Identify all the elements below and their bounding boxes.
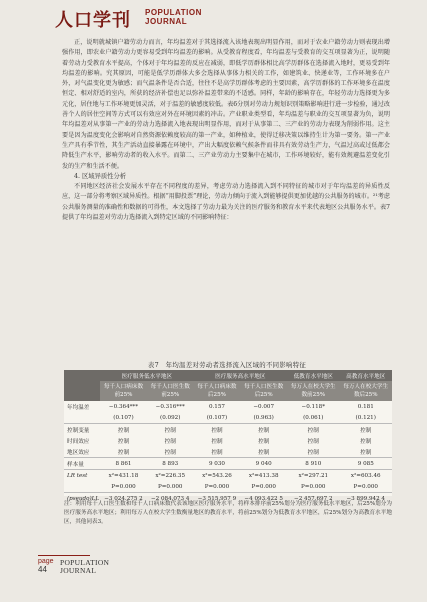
- table-row: [64, 412, 392, 424]
- table-row: [64, 424, 392, 436]
- column-header: 每万人在校大学生数后25%: [340, 381, 393, 401]
- table-cell: (0.121): [355, 414, 376, 421]
- table-cell: (0.061): [303, 414, 324, 421]
- table-caption: 表7 年均温差对劳动者选择流入区域的不同影响特征: [147, 361, 307, 369]
- page-label: page: [38, 558, 54, 565]
- footer-page: [38, 558, 54, 574]
- table-row: [64, 481, 392, 493]
- table-cell: 控制: [211, 449, 223, 456]
- column-header: 每万人在校大学生数前25%: [287, 381, 339, 401]
- table-cell: 控制: [164, 449, 176, 456]
- table-cell: 控制: [117, 449, 130, 456]
- row-label: [64, 412, 100, 424]
- row-label: 地区效应: [67, 449, 90, 456]
- table-cell: x²=413.38: [240, 470, 287, 482]
- footer-journal-line2: JOURNAL: [60, 566, 97, 575]
- table-cell: 控制: [287, 424, 339, 436]
- row-label: 控制变量: [64, 424, 100, 436]
- table-cell: x²=603.46: [340, 470, 393, 482]
- page-number: 44: [38, 565, 47, 574]
- table-cell: 控制: [340, 424, 393, 436]
- table-row: [64, 401, 392, 412]
- journal-header: [0, 0, 427, 30]
- table-7: [64, 370, 392, 504]
- table-cell: P=0.000: [301, 483, 326, 490]
- footer-journal-name: [60, 559, 109, 575]
- table-cell: −0.316***: [155, 403, 185, 410]
- row-label: 样本量: [64, 458, 100, 470]
- row-label: LR test: [64, 470, 100, 482]
- table-cell: 控制: [360, 449, 372, 456]
- regression-table: [64, 370, 392, 502]
- table-corner: [64, 370, 100, 401]
- table-cell: −0.007: [253, 403, 275, 410]
- group-header: 医疗服务高水平地区: [194, 370, 287, 381]
- row-label: [64, 481, 100, 493]
- paragraph-heterogeneity-individual: 正，说明就城镇户籍劳动力而言，年均温差对于其选择流入该地表现出明显作用，而对于农业户籍劳动力则表现出增强作用，即农业户籍劳动力更容易受到年均温差的影响。从受教育程度看，年均温差与受教育的交互项显著为正，说明随着劳动力受教育水平提高，个体对于年均温差的反应在减弱，即低学历群体相比高学历群体在选择流入地时，更易受到年均温差的影响。究其原因，可能是低学历群体大多会选择从事体力相关的工作，如建筑业、快递业等，工作环境多在户外，对气温变化更为敏感；而气温条件是否合适，往往不是高学历群体考虑的主要因素，高学历群体的工作环境多在温度恒定、相对舒适的室内，所获的经济补偿也足以弥补温差带来的不适感。同样，年龄的影响存在，年轻劳动力选择更为多元化，居住地与工作环境更加灵活，对于温差的敏感度较低。表6分别对劳动力规划识别策略影响进行进一步检验，通过改善个人的居住空间等方式可以有效应对外在环境因素的冲击。产业职业类型看，年均温差与职业的交互项显著为负，说明年均温差对从事第一产业的劳动力选择流入地表现出明显作用，而对于从事第二、三产业的劳动力表现为削弱作用。这主要是因为温度变化会影响对自然资源依赖度较高的第一产业，如种植业，使得迁移决策以维持生计为第一要务。第一产业生产具有季节性，其生产活动直接暴露在环境中，产出大幅度依赖气候条件而非具有效劳动生产力，气温过高或过低都会降低生产水平，影响劳动者的收入水平。而第二、三产业劳动力主要集中在城市，工作环境较好，能有效规避温差变化引发的生产和生活不便。: [62, 39, 390, 170]
- group-header: 医疗服务低水平地区: [100, 370, 193, 381]
- table-cell: 控制: [258, 438, 270, 445]
- table-cell: (0.092): [160, 414, 181, 421]
- table-cell: −0.364***: [108, 403, 139, 410]
- logo-en-line1: POPULATION: [145, 8, 202, 17]
- table-cell: 9 085: [340, 458, 393, 470]
- table-cell: −4 093.422 5: [240, 493, 287, 505]
- table-cell: 控制: [307, 438, 319, 445]
- table-cell: 控制: [147, 424, 194, 436]
- column-header: 每千人口病床数前25%: [100, 381, 147, 401]
- table-cell: −2 457.697 2: [287, 493, 339, 505]
- table-cell: 8 910: [287, 458, 339, 470]
- table-cell: 控制: [240, 424, 287, 436]
- table-row: [64, 470, 392, 482]
- table-cell: x²=297.21: [287, 470, 339, 482]
- table-row: [64, 458, 392, 470]
- column-header: 每千人口病床数后25%: [194, 381, 241, 401]
- table-cell: 8 861: [100, 458, 147, 470]
- paragraph-regional: 不同地区经济社会发展水平存在不同程度的差异，考虑劳动力选择流入到不同特征的城市对于年均温差的异质性反应，这一部分将考察区域异质性。根据“用脚投票”理论，劳动力倾向于流入到能够提供更加优越的公共服务的城市。²¹考虑公共服务测量的准确性和数据的可得性，本文选择了劳动力最为关注的医疗服务和教育水平来代表地区公共服务水平。表7提供了年均温差对劳动力选择流入到特定区域的不同影响特征：: [62, 183, 390, 222]
- footer-journal-line1: POPULATION: [60, 558, 110, 567]
- table-cell: 0.181: [357, 403, 374, 410]
- section-title-regional: 4. 区域异质性分析: [74, 172, 127, 180]
- table-cell: x²=543.26: [194, 470, 241, 482]
- row-label: 时间效应: [67, 438, 90, 445]
- group-header: 低教育水平地区: [287, 370, 339, 381]
- table-cell: 0.157: [208, 403, 225, 410]
- table-cell: P=0.000: [157, 483, 183, 490]
- table-cell: −3 515.957 9: [194, 493, 241, 505]
- table-cell: P=0.000: [111, 483, 136, 490]
- table-cell: 控制: [100, 424, 147, 436]
- footer-rule: [38, 555, 90, 556]
- table-cell: −3 024.275 2: [100, 493, 147, 505]
- table-cell: 9 040: [240, 458, 287, 470]
- table-cell: x²=431.18: [100, 470, 147, 482]
- journal-logo-english: [145, 8, 202, 26]
- table-cell: 控制: [258, 449, 270, 456]
- table-cell: 控制: [164, 438, 176, 445]
- table-cell: 控制: [307, 449, 319, 456]
- table-cell: P=0.000: [204, 483, 230, 490]
- logo-en-line2: JOURNAL: [145, 17, 188, 26]
- table-row: [64, 435, 392, 446]
- row-label: (pseudo)LL: [64, 493, 100, 505]
- table-cell: −3 899.942 4: [340, 493, 393, 505]
- journal-logo-chinese: 人口学刊: [55, 10, 131, 31]
- table-cell: (0.107): [113, 414, 134, 421]
- group-header: 高教育水平地区: [340, 370, 393, 381]
- table-row: [64, 446, 392, 458]
- column-header: 每千人口医生数前25%: [147, 381, 194, 401]
- table-cell: 8 893: [147, 458, 194, 470]
- table-cell: (0.963): [253, 414, 274, 421]
- table-cell: −2 084.073 4: [147, 493, 194, 505]
- table-cell: (0.107): [206, 414, 228, 421]
- table-cell: 控制: [211, 438, 223, 445]
- table-cell: 控制: [117, 438, 130, 445]
- table-cell: 9 030: [194, 458, 241, 470]
- table-cell: −0.118*: [301, 403, 326, 410]
- table-cell: x²=226.35: [147, 470, 194, 482]
- column-header: 每千人口医生数后25%: [240, 381, 287, 401]
- table-cell: 控制: [194, 424, 241, 436]
- table-cell: P=0.000: [353, 483, 378, 490]
- row-label: 年均温差: [67, 404, 90, 411]
- table-note: 注：利用每千人口医生数和每千人口病床数代表该地区医疗服务水平，将样本排序前25%划分为医疗服务低水平地区，后25%划分为医疗服务高水平地区；利用每万人在校大学生数衡量地区的教育水平，将前25%划分为低教育水平地区，后25%划分为高教育水平地区，其他同表3。: [64, 501, 392, 525]
- table-cell: P=0.000: [251, 483, 276, 490]
- table-cell: 控制: [360, 438, 372, 445]
- article-body: [62, 38, 390, 223]
